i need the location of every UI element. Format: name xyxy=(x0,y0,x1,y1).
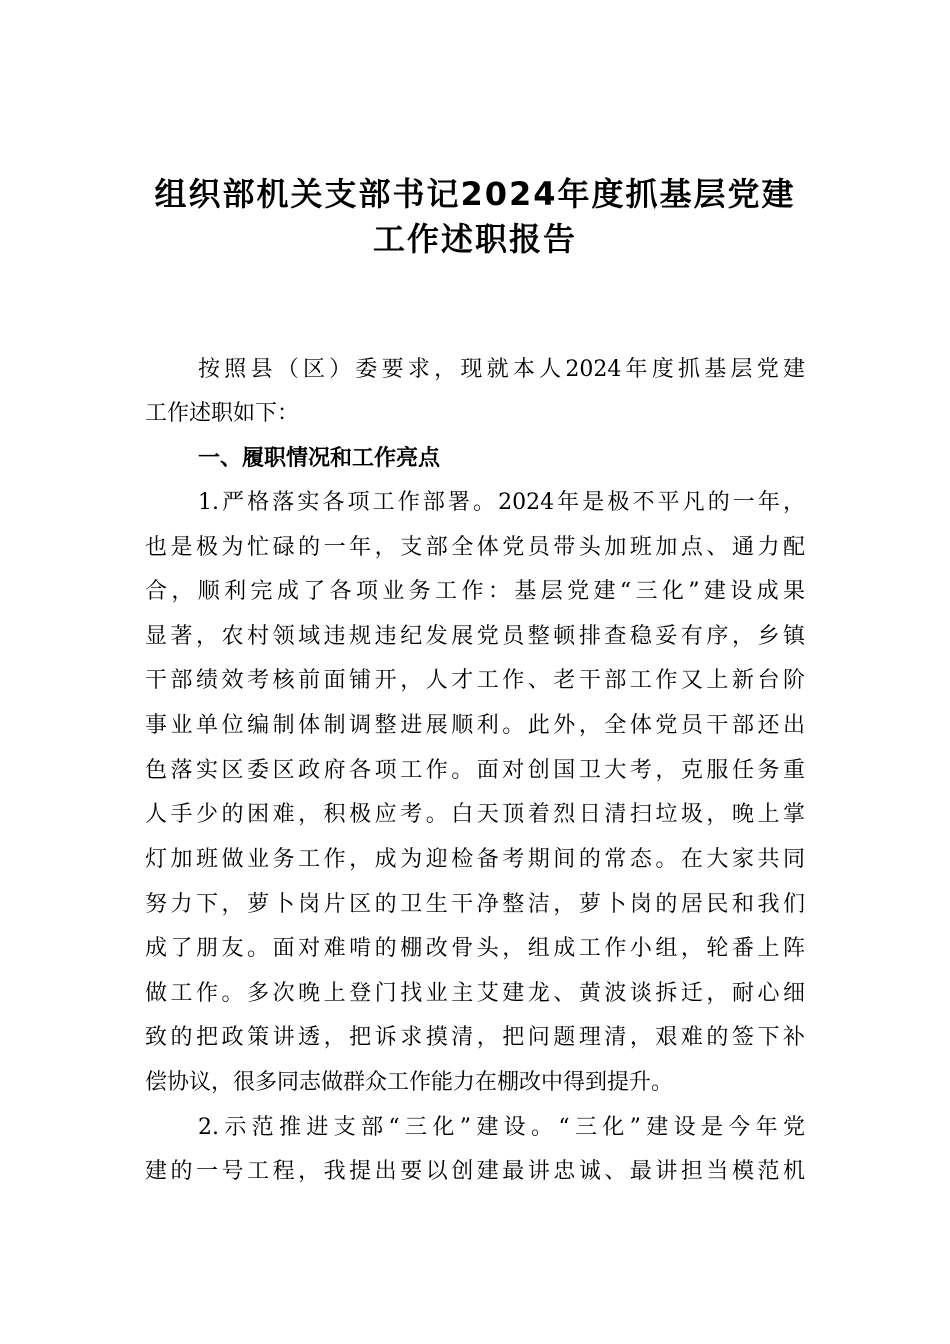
item1-line: 灯加班做业务工作，成为迎检备考期间的常态。在大家共同 xyxy=(145,847,805,872)
item1-line: 1.严格落实各项工作部署。2024年是极不平凡的一年， xyxy=(198,490,805,515)
item1-line: 色落实区委区政府各项工作。面对创国卫大考，克服任务重 xyxy=(145,758,805,783)
item1-line: 显著，农村领域违规违纪发展党员整顿排查稳妥有序，乡镇 xyxy=(145,624,805,649)
intro-line-2: 工作述职如下： xyxy=(145,401,300,426)
item1-line: 也是极为忙碌的一年，支部全体党员带头加班加点、通力配 xyxy=(145,535,805,560)
item1-line: 致的把政策讲透，把诉求摸清，把问题理清，艰难的签下补 xyxy=(145,1025,805,1050)
intro-line-1: 按照县（区）委要求，现就本人2024年度抓基层党建 xyxy=(198,357,805,382)
item1-line: 事业单位编制体制调整进展顺利。此外，全体党员干部还出 xyxy=(145,713,805,738)
item1-line: 偿协议，很多同志做群众工作能力在棚改中得到提升。 xyxy=(145,1070,674,1095)
item1-line: 成了朋友。面对难啃的棚改骨头，组成工作小组，轮番上阵 xyxy=(145,936,805,961)
item1-line: 干部绩效考核前面铺开，人才工作、老干部工作又上新台阶 xyxy=(145,668,805,693)
item1-line: 做工作。多次晚上登门找业主艾建龙、黄波谈拆迁，耐心细 xyxy=(145,981,805,1006)
document-title-line-2: 工作述职报告 xyxy=(372,220,577,258)
item2-line: 建的一号工程，我提出要以创建最讲忠诚、最讲担当模范机 xyxy=(145,1159,805,1184)
item1-line: 合，顺利完成了各项业务工作：基层党建“三化”建设成果 xyxy=(145,579,805,604)
section-heading-1: 一、履职情况和工作亮点 xyxy=(198,446,441,471)
item2-line: 2.示范推进支部“三化”建设。“三化”建设是今年党 xyxy=(198,1115,805,1140)
document-title-line-1: 组织部机关支部书记2024年度抓基层党建 xyxy=(154,175,796,213)
item1-line: 人手少的困难，积极应考。白天顶着烈日清扫垃圾，晚上掌 xyxy=(145,802,805,827)
item1-line: 努力下，萝卜岗片区的卫生干净整洁，萝卜岗的居民和我们 xyxy=(145,892,805,917)
